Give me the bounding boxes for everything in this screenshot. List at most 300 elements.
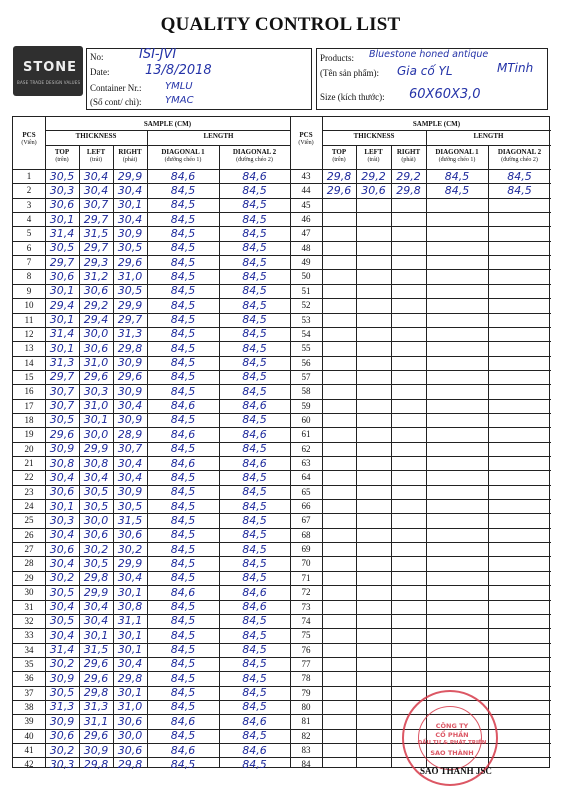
measure-top: 30,5 bbox=[49, 169, 75, 183]
measure-top: 30,4 bbox=[49, 628, 75, 642]
row-number: 38 bbox=[24, 701, 34, 712]
row-number: 52 bbox=[301, 300, 311, 311]
measure-top: 30,9 bbox=[49, 671, 75, 685]
row-number: 23 bbox=[24, 486, 34, 497]
length-header-right: LENGTH bbox=[473, 132, 504, 140]
measure-diag2: 84,5 bbox=[507, 183, 532, 197]
measure-right: 30,4 bbox=[117, 456, 143, 470]
measure-diag1: 84,5 bbox=[170, 442, 196, 456]
row-number: 37 bbox=[24, 687, 34, 698]
measure-top: 30,5 bbox=[49, 413, 75, 427]
measure-diag1: 84,5 bbox=[170, 255, 196, 269]
measure-diag1: 84,5 bbox=[170, 729, 196, 743]
measure-diag2: 84,5 bbox=[242, 198, 267, 212]
measure-diag1: 84,5 bbox=[170, 198, 196, 212]
measure-diag2: 84,5 bbox=[242, 341, 267, 355]
measure-right: 29,9 bbox=[117, 298, 143, 312]
measure-right: 30,1 bbox=[117, 686, 143, 700]
diag2-header-right: DIAGONAL 2 (đường chéo 2) bbox=[497, 148, 542, 163]
measure-diag2: 84,5 bbox=[242, 757, 267, 771]
measure-diag2: 84,5 bbox=[242, 284, 267, 298]
measure-diag1: 84,5 bbox=[170, 628, 196, 642]
measure-right: 29,7 bbox=[117, 313, 143, 326]
grid-hline bbox=[322, 130, 551, 131]
measure-diag2: 84,5 bbox=[242, 255, 267, 269]
measure-diag1: 84,6 bbox=[170, 714, 196, 728]
measure-right: 29,8 bbox=[396, 183, 421, 197]
measure-right: 30,5 bbox=[117, 241, 143, 255]
measure-diag2: 84,5 bbox=[242, 241, 267, 255]
measure-top: 30,5 bbox=[49, 614, 75, 628]
measure-left: 31,2 bbox=[83, 269, 109, 283]
measure-left: 31,0 bbox=[83, 399, 109, 413]
measure-diag2: 84,5 bbox=[242, 356, 267, 370]
row-number: 25 bbox=[24, 515, 34, 526]
measure-top: 30,8 bbox=[49, 456, 75, 470]
grid-hline bbox=[45, 145, 290, 146]
measure-left: 30,4 bbox=[83, 183, 109, 197]
measure-left: 30,0 bbox=[83, 427, 109, 441]
measure-diag1: 84,5 bbox=[170, 600, 196, 613]
measure-top: 30,1 bbox=[49, 341, 75, 355]
measure-top: 30,7 bbox=[49, 384, 75, 398]
row-number: 32 bbox=[24, 615, 34, 626]
measure-diag2: 84,5 bbox=[242, 183, 267, 197]
row-number: 73 bbox=[301, 601, 311, 612]
measure-diag2: 84,5 bbox=[242, 226, 267, 240]
measure-right: 30,9 bbox=[117, 356, 143, 370]
measure-right: 30,9 bbox=[117, 485, 143, 499]
product-vn-value: Gia cố YL bbox=[397, 64, 453, 78]
measure-diag2: 84,6 bbox=[242, 600, 267, 613]
measure-right: 30,4 bbox=[117, 470, 143, 484]
measure-diag1: 84,5 bbox=[444, 169, 470, 183]
measure-top: 30,3 bbox=[49, 757, 75, 771]
row-number: 24 bbox=[24, 501, 34, 512]
measure-diag1: 84,5 bbox=[170, 284, 196, 298]
no-value: ISI-JVI bbox=[139, 47, 177, 62]
measure-diag2: 84,5 bbox=[242, 298, 267, 312]
measure-diag2: 84,5 bbox=[242, 499, 267, 513]
measure-right: 30,1 bbox=[117, 585, 143, 599]
measure-right: 30,4 bbox=[117, 212, 143, 226]
measure-left: 30,5 bbox=[83, 499, 109, 513]
measure-top: 30,4 bbox=[49, 600, 75, 613]
row-number: 71 bbox=[301, 572, 311, 583]
measure-left: 30,7 bbox=[83, 198, 109, 212]
row-number: 61 bbox=[301, 429, 311, 440]
measure-diag2: 84,6 bbox=[242, 427, 267, 441]
measure-diag2: 84,5 bbox=[242, 571, 267, 585]
measure-left: 29,9 bbox=[83, 585, 109, 599]
measure-diag1: 84,6 bbox=[170, 169, 196, 183]
measure-left: 31,5 bbox=[83, 226, 109, 240]
measure-left: 29,4 bbox=[83, 313, 109, 326]
measure-diag2: 84,5 bbox=[242, 556, 267, 570]
measure-top: 29,8 bbox=[326, 169, 352, 183]
measure-left: 30,3 bbox=[83, 384, 109, 398]
measure-right: 30,5 bbox=[117, 499, 143, 513]
measure-diag2: 84,5 bbox=[242, 643, 267, 657]
row-number: 66 bbox=[301, 501, 311, 512]
logo-tagline: BASE TRADE DESIGN VALUES bbox=[17, 80, 81, 85]
measure-right: 29,6 bbox=[117, 255, 143, 269]
row-number: 36 bbox=[24, 673, 34, 684]
measure-top: 30,6 bbox=[49, 542, 75, 556]
measure-diag2: 84,5 bbox=[242, 657, 267, 671]
measure-diag1: 84,5 bbox=[170, 686, 196, 700]
measure-right: 30,6 bbox=[117, 714, 143, 728]
measure-diag2: 84,5 bbox=[242, 686, 267, 700]
measure-diag1: 84,5 bbox=[170, 528, 196, 542]
row-number: 64 bbox=[301, 472, 311, 483]
measure-top: 30,5 bbox=[49, 585, 75, 599]
measure-top: 31,4 bbox=[49, 327, 75, 341]
top-header-left: TOP (trên) bbox=[54, 148, 70, 163]
row-number: 44 bbox=[301, 185, 311, 196]
measure-left: 30,4 bbox=[83, 470, 109, 484]
thickness-header-left: THICKNESS bbox=[75, 132, 117, 140]
row-number: 14 bbox=[24, 357, 34, 368]
measure-top: 30,2 bbox=[49, 657, 75, 671]
measure-diag1: 84,5 bbox=[170, 757, 196, 771]
measure-diag1: 84,5 bbox=[170, 700, 196, 714]
measure-diag1: 84,5 bbox=[170, 571, 196, 585]
measure-right: 31,1 bbox=[117, 614, 143, 628]
grid-hline bbox=[45, 130, 290, 131]
measure-left: 30,4 bbox=[83, 614, 109, 628]
measure-top: 31,3 bbox=[49, 356, 75, 370]
measure-left: 30,0 bbox=[83, 327, 109, 341]
measure-right: 30,7 bbox=[117, 442, 143, 456]
row-number: 15 bbox=[24, 371, 34, 382]
row-number: 10 bbox=[24, 300, 34, 311]
measure-top: 30,6 bbox=[49, 269, 75, 283]
measure-left: 29,8 bbox=[83, 757, 109, 771]
measure-diag1: 84,5 bbox=[170, 370, 196, 384]
row-number: 83 bbox=[301, 745, 311, 755]
measure-right: 30,6 bbox=[117, 743, 143, 757]
row-number: 5 bbox=[26, 228, 32, 239]
row-number: 3 bbox=[26, 199, 32, 210]
measure-top: 30,4 bbox=[49, 528, 75, 542]
measure-diag1: 84,5 bbox=[170, 413, 196, 427]
measure-right: 30,5 bbox=[117, 284, 143, 298]
company-name: SAO THANH JSC bbox=[420, 766, 492, 776]
row-number: 33 bbox=[24, 630, 34, 641]
measure-right: 30,9 bbox=[117, 226, 143, 240]
measure-diag2: 84,5 bbox=[242, 384, 267, 398]
measure-diag1: 84,5 bbox=[170, 485, 196, 499]
measure-diag2: 84,5 bbox=[242, 212, 267, 226]
measure-diag1: 84,5 bbox=[170, 384, 196, 398]
measure-right: 30,1 bbox=[117, 643, 143, 657]
row-number: 78 bbox=[301, 673, 311, 684]
measure-right: 29,6 bbox=[117, 370, 143, 384]
measure-top: 30,1 bbox=[49, 212, 75, 226]
measure-left: 30,4 bbox=[83, 600, 109, 613]
measure-diag2: 84,5 bbox=[242, 542, 267, 556]
row-number: 41 bbox=[24, 745, 34, 755]
length-header-left: LENGTH bbox=[203, 132, 234, 140]
row-number: 11 bbox=[24, 314, 34, 325]
measure-top: 30,3 bbox=[49, 183, 75, 197]
diag1-header-left: DIAGONAL 1 (đường chéo 1) bbox=[161, 148, 205, 163]
row-number: 19 bbox=[24, 429, 34, 440]
row-number: 42 bbox=[24, 759, 34, 770]
row-number: 79 bbox=[301, 687, 311, 698]
row-number: 6 bbox=[26, 242, 32, 253]
row-number: 20 bbox=[24, 443, 34, 454]
row-number: 30 bbox=[24, 587, 34, 598]
seal-value: YMAC bbox=[165, 95, 194, 106]
measure-left: 30,4 bbox=[83, 169, 109, 183]
measure-diag2: 84,6 bbox=[242, 169, 267, 183]
row-number: 72 bbox=[301, 587, 311, 598]
measure-left: 30,6 bbox=[361, 183, 386, 197]
measure-left: 29,6 bbox=[83, 729, 109, 743]
no-label: No: bbox=[90, 52, 104, 62]
measure-top: 29,7 bbox=[49, 255, 75, 269]
measure-diag2: 84,6 bbox=[242, 743, 267, 757]
measure-diag2: 84,5 bbox=[242, 700, 267, 714]
row-number: 56 bbox=[301, 357, 311, 368]
logo-word: STONE bbox=[23, 60, 78, 75]
row-number: 58 bbox=[301, 386, 311, 397]
measure-left: 29,2 bbox=[361, 169, 386, 183]
measure-top: 31,3 bbox=[49, 700, 75, 714]
measure-left: 30,0 bbox=[83, 513, 109, 527]
measure-right: 30,6 bbox=[117, 528, 143, 542]
row-number: 26 bbox=[24, 529, 34, 540]
row-number: 57 bbox=[301, 371, 311, 382]
row-number: 27 bbox=[24, 544, 34, 555]
row-number: 77 bbox=[301, 658, 311, 669]
measure-right: 30,9 bbox=[117, 384, 143, 398]
diag1-header-right: DIAGONAL 1 (đường chéo 1) bbox=[435, 148, 479, 163]
measure-right: 30,1 bbox=[117, 198, 143, 212]
size-label: Size (kích thước): bbox=[320, 92, 385, 102]
sample-header-right: SAMPLE (CM) bbox=[412, 120, 461, 128]
measure-top: 30,9 bbox=[49, 714, 75, 728]
measure-diag1: 84,6 bbox=[170, 456, 196, 470]
measure-diag1: 84,6 bbox=[170, 399, 196, 413]
left-header-right: LEFT (trái) bbox=[364, 148, 383, 163]
measure-left: 29,8 bbox=[83, 686, 109, 700]
measure-diag2: 84,5 bbox=[507, 169, 532, 183]
measure-left: 31,5 bbox=[83, 643, 109, 657]
row-number: 59 bbox=[301, 400, 311, 411]
row-number: 49 bbox=[301, 257, 311, 268]
date-value: 13/8/2018 bbox=[145, 63, 212, 78]
diag2-header-left: DIAGONAL 2 (đường chéo 2) bbox=[232, 148, 277, 163]
measure-diag2: 84,5 bbox=[242, 528, 267, 542]
pcs-header-left: PCS (Viên) bbox=[21, 131, 37, 146]
row-number: 70 bbox=[301, 558, 311, 569]
row-number: 46 bbox=[301, 214, 311, 225]
measure-diag1: 84,6 bbox=[170, 743, 196, 757]
row-number: 31 bbox=[24, 601, 34, 612]
row-number: 17 bbox=[24, 400, 34, 411]
measure-top: 30,2 bbox=[49, 571, 75, 585]
seal-label: (Số cont/ chì): bbox=[90, 97, 142, 107]
row-number: 4 bbox=[26, 214, 32, 225]
row-number: 50 bbox=[301, 271, 311, 282]
measure-top: 30,5 bbox=[49, 241, 75, 255]
row-number: 35 bbox=[24, 658, 34, 669]
row-number: 68 bbox=[301, 529, 311, 540]
measure-left: 31,3 bbox=[83, 700, 109, 714]
measure-diag2: 84,5 bbox=[242, 671, 267, 685]
measure-diag1: 84,5 bbox=[170, 327, 196, 341]
measure-left: 30,1 bbox=[83, 628, 109, 642]
row-number: 40 bbox=[24, 730, 34, 741]
row-number: 67 bbox=[301, 515, 311, 526]
measure-left: 30,1 bbox=[83, 413, 109, 427]
measure-left: 29,6 bbox=[83, 671, 109, 685]
header-info-left bbox=[86, 48, 312, 110]
measure-diag1: 84,5 bbox=[170, 671, 196, 685]
product-label: Products: bbox=[320, 53, 355, 63]
measure-right: 31,0 bbox=[117, 269, 143, 283]
row-number: 76 bbox=[301, 644, 311, 655]
measure-diag1: 84,5 bbox=[170, 356, 196, 370]
measure-right: 30,2 bbox=[117, 542, 143, 556]
row-number: 29 bbox=[24, 572, 34, 583]
measure-right: 29,9 bbox=[117, 169, 143, 183]
measure-left: 30,9 bbox=[83, 743, 109, 757]
row-number: 34 bbox=[24, 644, 34, 655]
measure-diag1: 84,5 bbox=[444, 183, 470, 197]
measure-diag1: 84,5 bbox=[170, 614, 196, 628]
measure-left: 30,2 bbox=[83, 542, 109, 556]
measure-top: 30,5 bbox=[49, 686, 75, 700]
row-number: 62 bbox=[301, 443, 311, 454]
measure-diag2: 84,5 bbox=[242, 485, 267, 499]
row-number: 63 bbox=[301, 458, 311, 468]
row-number: 8 bbox=[26, 271, 32, 282]
measure-diag2: 84,5 bbox=[242, 442, 267, 456]
measure-top: 30,1 bbox=[49, 284, 75, 298]
measure-diag1: 84,5 bbox=[170, 212, 196, 226]
row-number: 47 bbox=[301, 228, 311, 239]
measure-diag2: 84,5 bbox=[242, 327, 267, 341]
measure-right: 29,8 bbox=[117, 671, 143, 685]
measure-left: 30,6 bbox=[83, 341, 109, 355]
measure-diag2: 84,5 bbox=[242, 370, 267, 384]
row-number: 55 bbox=[301, 343, 311, 354]
company-logo bbox=[13, 46, 85, 98]
product-vn-label: (Tên sản phẩm): bbox=[320, 68, 379, 78]
measure-diag1: 84,5 bbox=[170, 298, 196, 312]
measure-diag1: 84,5 bbox=[170, 643, 196, 657]
pcs-header-right: PCS (Viên) bbox=[298, 131, 314, 146]
measure-diag1: 84,5 bbox=[170, 542, 196, 556]
measure-diag2: 84,5 bbox=[242, 729, 267, 743]
row-number: 16 bbox=[24, 386, 34, 397]
measure-right: 29,2 bbox=[396, 169, 421, 183]
row-number: 65 bbox=[301, 486, 311, 497]
measure-top: 29,4 bbox=[49, 298, 75, 312]
row-number: 81 bbox=[301, 716, 311, 727]
measure-top: 30,3 bbox=[49, 513, 75, 527]
measure-diag1: 84,5 bbox=[170, 499, 196, 513]
grid-hline bbox=[322, 145, 551, 146]
row-number: 51 bbox=[301, 285, 311, 296]
measure-left: 29,9 bbox=[83, 442, 109, 456]
row-number: 80 bbox=[301, 701, 311, 712]
measure-diag1: 84,5 bbox=[170, 341, 196, 355]
measure-top: 30,1 bbox=[49, 313, 75, 326]
measure-top: 31,4 bbox=[49, 226, 75, 240]
measure-diag1: 84,5 bbox=[170, 513, 196, 527]
thickness-header-right: THICKNESS bbox=[353, 132, 395, 140]
row-number: 82 bbox=[301, 730, 311, 741]
measure-top: 30,4 bbox=[49, 556, 75, 570]
measure-left: 29,7 bbox=[83, 212, 109, 226]
measure-top: 30,6 bbox=[49, 485, 75, 499]
row-number: 54 bbox=[301, 328, 311, 339]
measure-right: 30,0 bbox=[117, 729, 143, 743]
row-number: 48 bbox=[301, 242, 311, 253]
size-value: 60X60X3,0 bbox=[409, 87, 481, 102]
row-number: 39 bbox=[24, 716, 34, 727]
measure-left: 31,1 bbox=[83, 714, 109, 728]
company-stamp: CÔNG TY CỔ PHẦN ĐẦU TƯ & PHÁT TRIỂN SAO THÀNH bbox=[402, 690, 498, 786]
measure-left: 30,5 bbox=[83, 485, 109, 499]
row-number: 84 bbox=[301, 759, 311, 770]
measure-diag1: 84,5 bbox=[170, 183, 196, 197]
right-header-left: RIGHT (phải) bbox=[118, 148, 142, 163]
measure-left: 29,6 bbox=[83, 370, 109, 384]
product-value: Bluestone honed antique bbox=[369, 49, 489, 60]
header-info-right bbox=[316, 48, 548, 110]
product-note: MTinh bbox=[497, 61, 534, 75]
measure-top: 30,4 bbox=[49, 470, 75, 484]
measure-left: 29,8 bbox=[83, 571, 109, 585]
measure-diag2: 84,5 bbox=[242, 413, 267, 427]
row-number: 22 bbox=[24, 472, 34, 483]
measure-top: 29,6 bbox=[326, 183, 352, 197]
row-number: 43 bbox=[301, 171, 311, 181]
measure-diag2: 84,5 bbox=[242, 313, 267, 326]
measure-diag2: 84,5 bbox=[242, 470, 267, 484]
measure-top: 30,9 bbox=[49, 442, 75, 456]
measure-top: 30,1 bbox=[49, 499, 75, 513]
measure-left: 29,6 bbox=[83, 657, 109, 671]
measure-diag1: 84,5 bbox=[170, 657, 196, 671]
measure-top: 30,2 bbox=[49, 743, 75, 757]
top-header-right: TOP (trên) bbox=[331, 148, 347, 163]
row-number: 60 bbox=[301, 414, 311, 425]
measure-right: 31,3 bbox=[117, 327, 143, 341]
measure-diag1: 84,5 bbox=[170, 226, 196, 240]
measure-diag1: 84,5 bbox=[170, 269, 196, 283]
measure-right: 31,5 bbox=[117, 513, 143, 527]
container-label: Container Nr.: bbox=[90, 83, 142, 93]
measure-top: 29,7 bbox=[49, 370, 75, 384]
measure-diag2: 84,5 bbox=[242, 269, 267, 283]
row-number: 45 bbox=[301, 199, 311, 210]
row-number: 53 bbox=[301, 314, 311, 325]
measure-diag2: 84,5 bbox=[242, 628, 267, 642]
row-number: 28 bbox=[24, 558, 34, 569]
measure-diag1: 84,6 bbox=[170, 427, 196, 441]
measure-right: 30,8 bbox=[117, 600, 143, 613]
left-header-left: LEFT (trái) bbox=[86, 148, 106, 163]
measure-left: 29,2 bbox=[83, 298, 109, 312]
measure-top: 29,6 bbox=[49, 427, 75, 441]
